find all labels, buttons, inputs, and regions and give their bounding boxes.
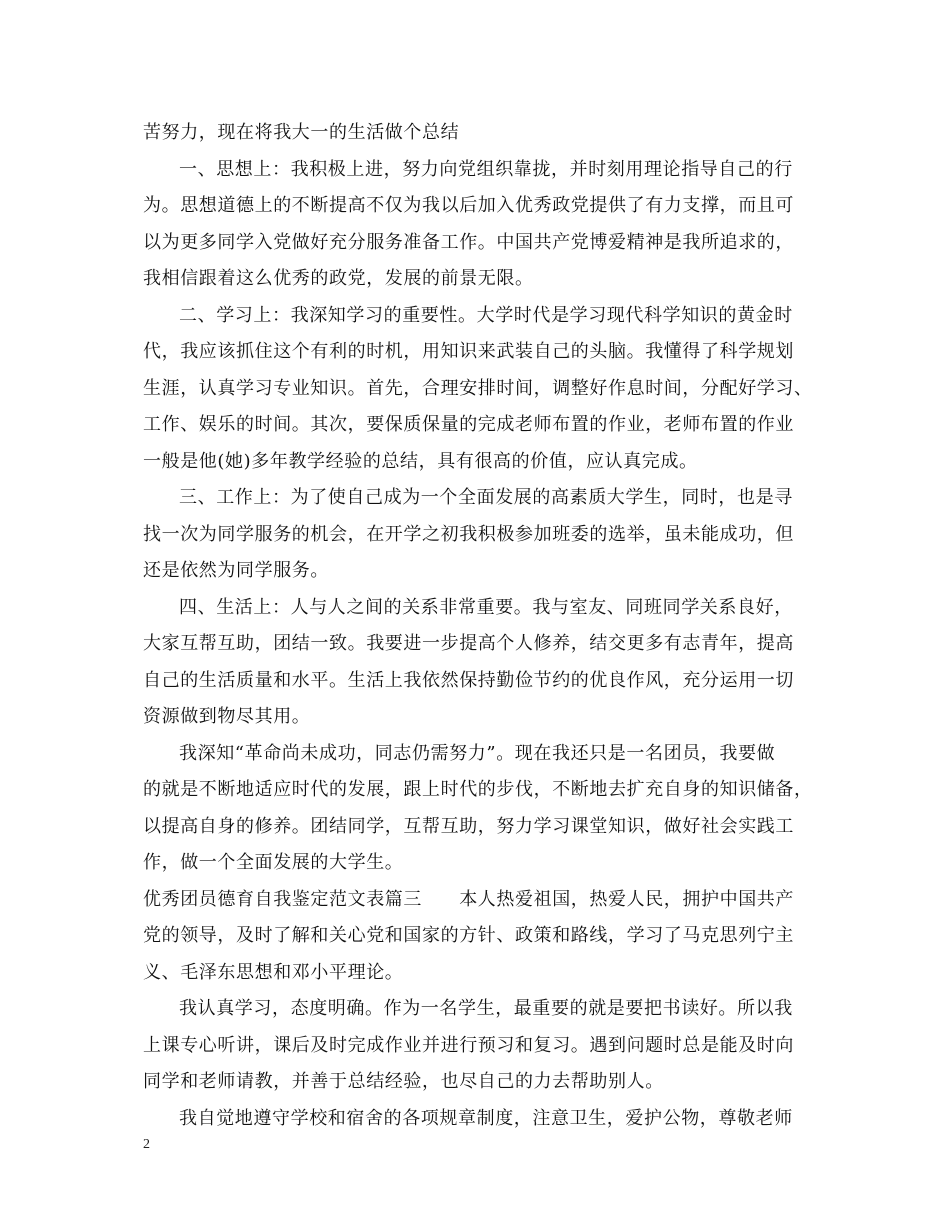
text-line: 一般是他(她)多年教学经验的总结，具有很高的价值，应认真完成。	[143, 450, 698, 472]
text-line: 苦努力，现在将我大一的生活做个总结	[143, 122, 460, 143]
text-line: 三、工作上：为了使自己成为一个全面发展的高素质大学生，同时，也是寻	[179, 487, 793, 508]
text-line: 四、生活上：人与人之间的关系非常重要。我与室友、同班同学关系良好，	[179, 596, 793, 618]
text-line: 以提高自身的修养。团结同学，互帮互助，努力学习课堂知识，做好社会实践工	[143, 815, 794, 837]
section-heading-line: 优秀团员德育自我鉴定范文表篇三 本人热爱祖国，热爱人民，拥护中国共产	[143, 888, 794, 910]
text-line: 还是依然为同学服务。	[143, 560, 329, 581]
text-line: 义、毛泽东思想和邓小平理论。	[143, 961, 404, 983]
text-line: 工作、娱乐的时间。其次，要保质保量的完成老师布置的作业，老师布置的作业	[143, 414, 794, 435]
text-line: 作，做一个全面发展的大学生。	[143, 852, 404, 873]
text-line: 找一次为同学服务的机会，在开学之初我积极参加班委的选举，虽未能成功，但	[143, 523, 794, 545]
text-line: 的就是不断地适应时代的发展，跟上时代的步伐，不断地去扩充自身的知识储备，	[143, 779, 813, 800]
text-line: 我认真学习，态度明确。作为一名学生，最重要的就是要把书读好。所以我	[179, 998, 793, 1019]
text-line: 为。思想道德上的不断提高不仅为我以后加入优秀政党提供了有力支撑，而且可	[143, 195, 794, 216]
text-line: 我自觉地遵守学校和宿舍的各项规章制度，注意卫生，爱护公物，尊敬老师	[179, 1107, 793, 1129]
text-line: 生涯，认真学习专业知识。首先，合理安排时间，调整好作息时间，分配好学习、	[143, 377, 813, 399]
text-line: 自己的生活质量和水平。生活上我依然保持勤俭节约的优良作风，充分运用一切	[143, 669, 794, 691]
text-line: 党的领导，及时了解和关心党和国家的方针、政策和路线，学习了马克思列宁主	[143, 925, 794, 946]
text-line: 同学和老师请教，并善于总结经验，也尽自己的力去帮助别人。	[143, 1071, 664, 1092]
text-line: 以为更多同学入党做好充分服务准备工作。中国共产党博爱精神是我所追求的，	[143, 231, 794, 253]
page-number: 2	[143, 1137, 150, 1152]
text-line: 大家互帮互助，团结一致。我要进一步提高个人修养，结交更多有志青年，提高	[143, 633, 794, 654]
text-line: 代，我应该抓住这个有利的时机，用知识来武装自己的头脑。我懂得了科学规划	[143, 341, 794, 362]
text-line: 资源做到物尽其用。	[143, 706, 311, 727]
text-line: 我相信跟着这么优秀的政党，发展的前景无限。	[143, 268, 534, 289]
text-line: 二、学习上：我深知学习的重要性。大学时代是学习现代科学知识的黄金时	[179, 304, 793, 326]
text-line: 一、思想上：我积极上进，努力向党组织靠拢，并时刻用理论指导自己的行	[179, 158, 793, 180]
document-body	[143, 115, 828, 1137]
text-line: 我深知“革命尚未成功，同志仍需努力”。现在我还只是一名团员，我要做	[179, 742, 776, 764]
text-line: 上课专心听讲，课后及时完成作业并进行预习和复习。遇到问题时总是能及时向	[143, 1034, 794, 1056]
